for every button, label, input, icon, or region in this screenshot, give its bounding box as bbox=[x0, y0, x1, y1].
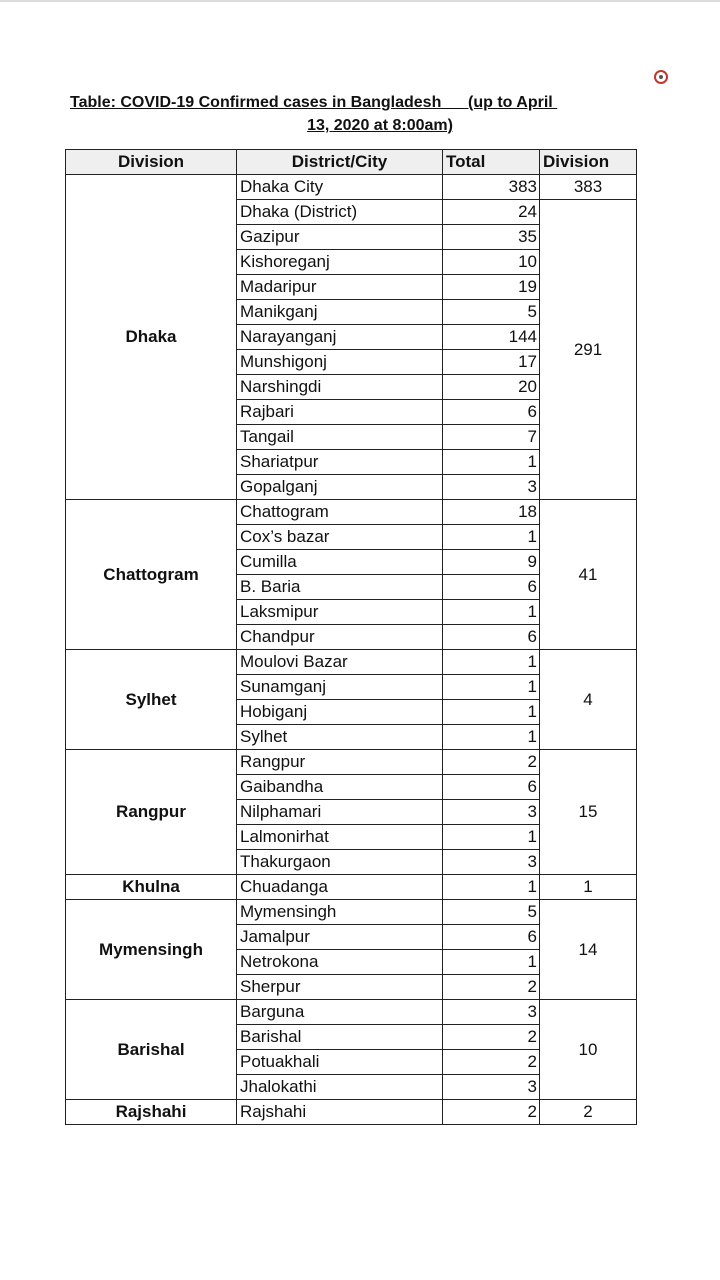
table-row bbox=[66, 900, 637, 925]
district-total: 19 bbox=[443, 275, 540, 300]
district-total: 6 bbox=[443, 775, 540, 800]
district-name: Jamalpur bbox=[237, 925, 443, 950]
district-name: Nilphamari bbox=[237, 800, 443, 825]
district-total: 3 bbox=[443, 475, 540, 500]
district-total: 10 bbox=[443, 250, 540, 275]
district-total: 6 bbox=[443, 575, 540, 600]
division-total: 4 bbox=[540, 650, 637, 750]
district-name: Gopalganj bbox=[237, 475, 443, 500]
district-name: Narayanganj bbox=[237, 325, 443, 350]
district-total: 20 bbox=[443, 375, 540, 400]
district-total: 6 bbox=[443, 925, 540, 950]
header-division-total: Division bbox=[540, 150, 637, 175]
district-total: 1 bbox=[443, 450, 540, 475]
district-total: 3 bbox=[443, 1075, 540, 1100]
district-total: 3 bbox=[443, 1000, 540, 1025]
district-name: Lalmonirhat bbox=[237, 825, 443, 850]
district-total: 35 bbox=[443, 225, 540, 250]
district-total: 383 bbox=[443, 175, 540, 200]
district-total: 144 bbox=[443, 325, 540, 350]
district-name: Munshigonj bbox=[237, 350, 443, 375]
division-total: 291 bbox=[540, 200, 637, 500]
division-total: 10 bbox=[540, 1000, 637, 1100]
division-total: 383 bbox=[540, 175, 637, 200]
district-name: Cox’s bazar bbox=[237, 525, 443, 550]
district-total: 5 bbox=[443, 300, 540, 325]
district-name: B. Baria bbox=[237, 575, 443, 600]
district-name: Sylhet bbox=[237, 725, 443, 750]
screen-record-icon[interactable] bbox=[654, 70, 668, 84]
header-district: District/City bbox=[237, 150, 443, 175]
district-name: Sunamganj bbox=[237, 675, 443, 700]
table-row bbox=[66, 1000, 637, 1025]
district-name: Gazipur bbox=[237, 225, 443, 250]
district-total: 3 bbox=[443, 800, 540, 825]
table-row bbox=[66, 650, 637, 675]
district-name: Gaibandha bbox=[237, 775, 443, 800]
district-total: 9 bbox=[443, 550, 540, 575]
division-total: 14 bbox=[540, 900, 637, 1000]
district-total: 2 bbox=[443, 1050, 540, 1075]
district-total: 6 bbox=[443, 625, 540, 650]
page-title bbox=[70, 91, 640, 137]
district-name: Chandpur bbox=[237, 625, 443, 650]
district-name: Shariatpur bbox=[237, 450, 443, 475]
district-name: Thakurgaon bbox=[237, 850, 443, 875]
district-name: Netrokona bbox=[237, 950, 443, 975]
table-header-row bbox=[66, 150, 637, 175]
district-total: 1 bbox=[443, 600, 540, 625]
district-name: Chattogram bbox=[237, 500, 443, 525]
header-total: Total bbox=[443, 150, 540, 175]
division-name: Rangpur bbox=[66, 750, 237, 875]
table-row bbox=[66, 500, 637, 525]
district-name: Laksmipur bbox=[237, 600, 443, 625]
top-divider bbox=[0, 0, 720, 2]
district-name: Narshingdi bbox=[237, 375, 443, 400]
division-name: Sylhet bbox=[66, 650, 237, 750]
covid-cases-table bbox=[65, 149, 637, 1125]
district-total: 2 bbox=[443, 1025, 540, 1050]
table-body bbox=[66, 175, 637, 1125]
district-total: 6 bbox=[443, 400, 540, 425]
district-name: Manikganj bbox=[237, 300, 443, 325]
header-division: Division bbox=[66, 150, 237, 175]
division-name: Dhaka bbox=[66, 175, 237, 500]
table-row bbox=[66, 750, 637, 775]
district-name: Jhalokathi bbox=[237, 1075, 443, 1100]
district-total: 2 bbox=[443, 750, 540, 775]
district-name: Kishoreganj bbox=[237, 250, 443, 275]
district-total: 1 bbox=[443, 825, 540, 850]
district-total: 2 bbox=[443, 975, 540, 1000]
district-name: Moulovi Bazar bbox=[237, 650, 443, 675]
district-total: 2 bbox=[443, 1100, 540, 1125]
district-name: Cumilla bbox=[237, 550, 443, 575]
district-total: 1 bbox=[443, 950, 540, 975]
district-total: 1 bbox=[443, 700, 540, 725]
district-name: Rajshahi bbox=[237, 1100, 443, 1125]
district-total: 7 bbox=[443, 425, 540, 450]
division-name: Rajshahi bbox=[66, 1100, 237, 1125]
district-total: 1 bbox=[443, 525, 540, 550]
division-name: Barishal bbox=[66, 1000, 237, 1100]
division-total: 1 bbox=[540, 875, 637, 900]
district-total: 1 bbox=[443, 725, 540, 750]
district-name: Madaripur bbox=[237, 275, 443, 300]
table-row bbox=[66, 175, 637, 200]
division-name: Mymensingh bbox=[66, 900, 237, 1000]
district-total: 5 bbox=[443, 900, 540, 925]
division-name: Khulna bbox=[66, 875, 237, 900]
district-total: 3 bbox=[443, 850, 540, 875]
division-total: 41 bbox=[540, 500, 637, 650]
district-name: Hobiganj bbox=[237, 700, 443, 725]
district-name: Sherpur bbox=[237, 975, 443, 1000]
district-total: 17 bbox=[443, 350, 540, 375]
table-row bbox=[66, 1100, 637, 1125]
district-name: Barguna bbox=[237, 1000, 443, 1025]
division-total: 15 bbox=[540, 750, 637, 875]
district-name: Dhaka City bbox=[237, 175, 443, 200]
division-total: 2 bbox=[540, 1100, 637, 1125]
district-name: Potuakhali bbox=[237, 1050, 443, 1075]
district-total: 24 bbox=[443, 200, 540, 225]
table-row bbox=[66, 875, 637, 900]
district-name: Barishal bbox=[237, 1025, 443, 1050]
district-name: Chuadanga bbox=[237, 875, 443, 900]
district-name: Mymensingh bbox=[237, 900, 443, 925]
title-line-1: Table: COVID-19 Confirmed cases in Bangladesh (up to April bbox=[70, 94, 558, 111]
district-total: 1 bbox=[443, 650, 540, 675]
district-total: 1 bbox=[443, 675, 540, 700]
district-total: 18 bbox=[443, 500, 540, 525]
district-name: Rangpur bbox=[237, 750, 443, 775]
title-line-2: 13, 2020 at 8:00am) bbox=[307, 117, 453, 134]
district-name: Tangail bbox=[237, 425, 443, 450]
district-total: 1 bbox=[443, 875, 540, 900]
division-name: Chattogram bbox=[66, 500, 237, 650]
district-name: Dhaka (District) bbox=[237, 200, 443, 225]
district-name: Rajbari bbox=[237, 400, 443, 425]
